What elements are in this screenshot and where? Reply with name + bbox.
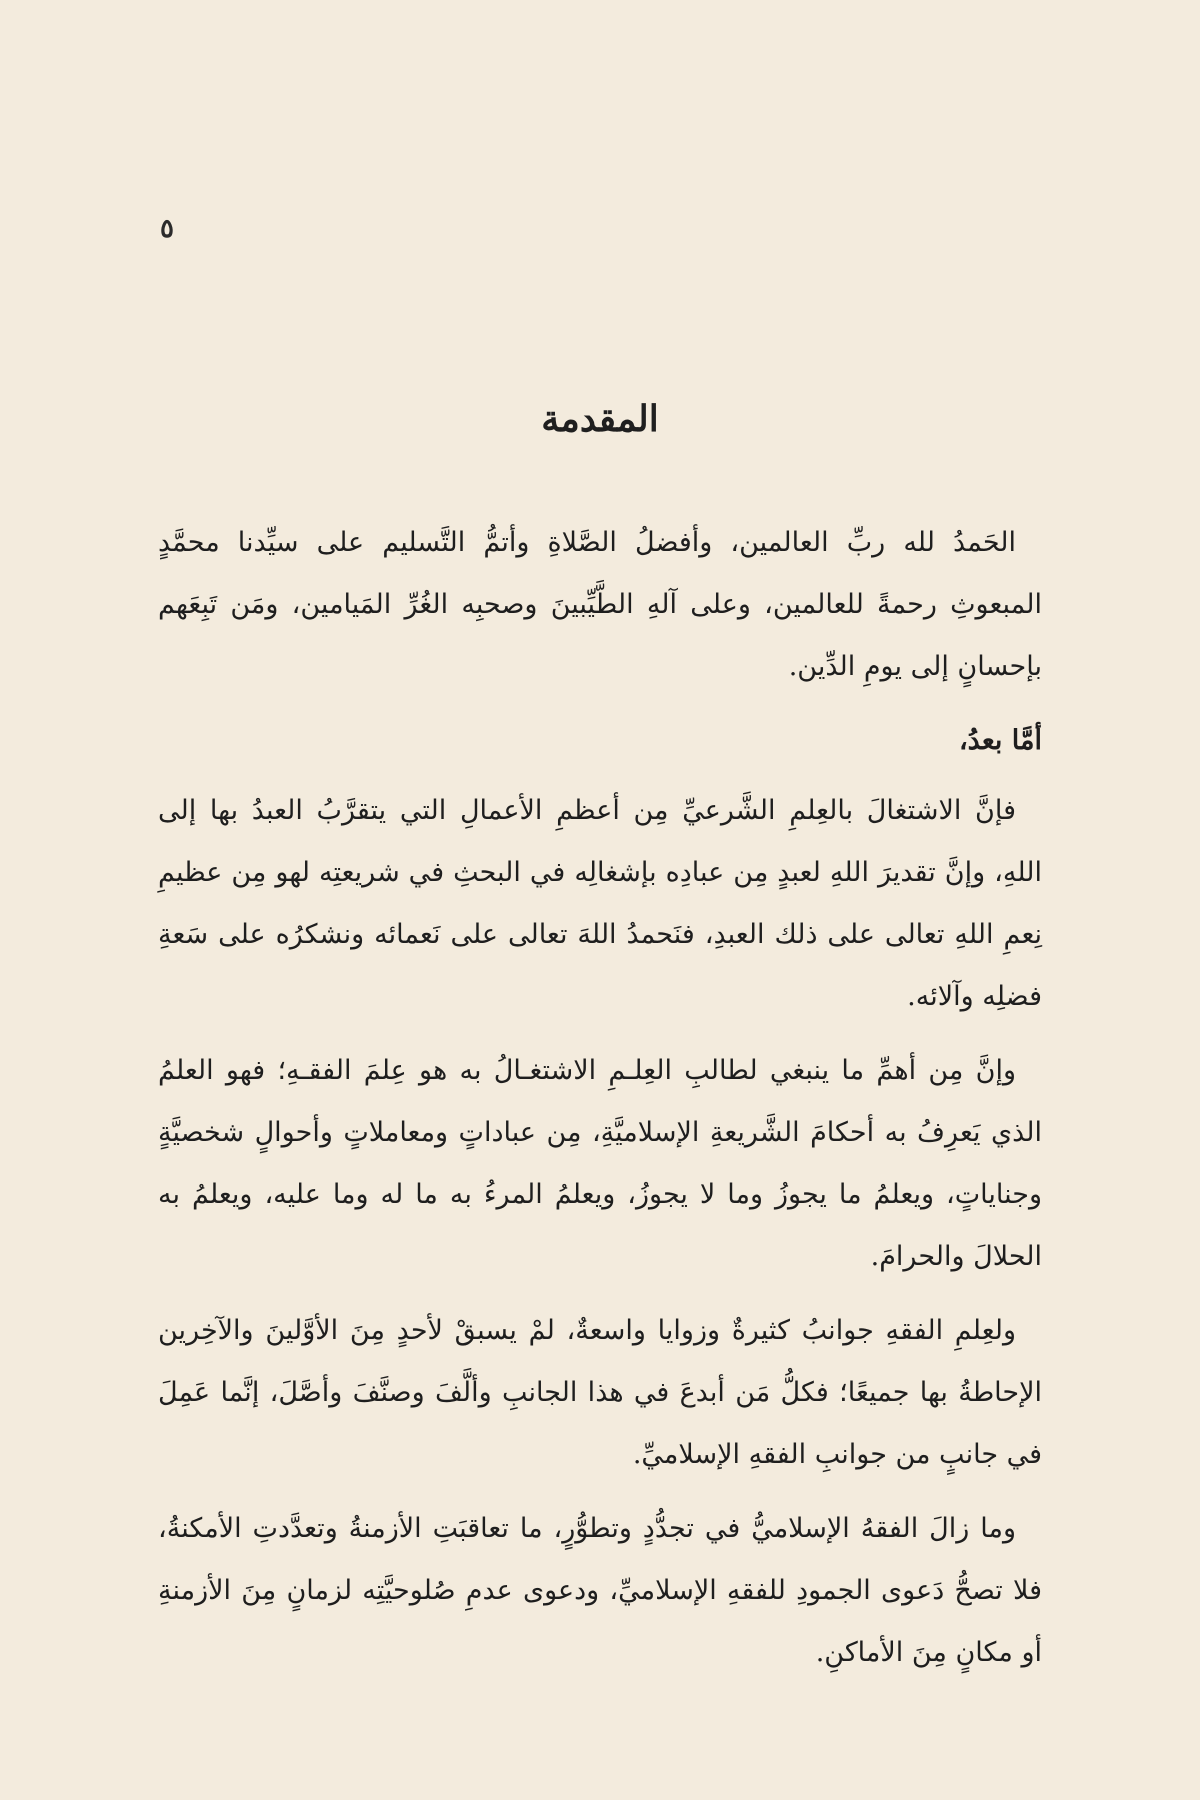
paragraph-fiqh-renewal: وما زالَ الفقهُ الإسلاميُّ في تجدُّدٍ وتطوُّرٍ، ما تعاقبَتِ الأزمنةُ وتعدَّدتِ الأمكنةُ، فلا تصحُّ دَعوى الجمودِ للفقهِ الإسلاميِّ، ودعوى عدمِ صُلوحيَّتِه لزمانٍ مِنَ الأزمنةِ أو مكانٍ مِنَ الأماكنِ. bbox=[158, 1513, 1042, 1668]
paragraph-praise: الحَمدُ لله ربِّ العالمين، وأفضلُ الصَّلاةِ وأتمُّ التَّسليم على سيِّدنا محمَّدٍ المبعوثِ رحمةً للعالمين، وعلى آلهِ الطَّيِّبينَ وصحبِه الغُرِّ المَيامين، ومَن تَبِعَهم بإحسانٍ إلى يومِ الدِّين. bbox=[158, 527, 1042, 682]
paragraph-fiqh-importance: وإنَّ مِن أهمِّ ما ينبغي لطالبِ العِلـمِ الاشتغـالُ به هو عِلمَ الفقـهِ؛ فهو العلمُ الذي يَعرِفُ به أحكامَ الشَّريعةِ الإسلاميَّةِ، مِن عباداتٍ ومعاملاتٍ وأحوالٍ شخصيَّةٍ وجناياتٍ، ويعلمُ ما يجوزُ وما لا يجوزُ، ويعلمُ المرءُ به ما له وما عليه، ويعلمُ به الحلالَ والحرامَ. bbox=[158, 1055, 1042, 1272]
paragraph-sharia-knowledge: فإنَّ الاشتغالَ بالعِلمِ الشَّرعيِّ مِن أعظمِ الأعمالِ التي يتقرَّبُ العبدُ بها إلى اللهِ، وإنَّ تقديرَ اللهِ لعبدٍ مِن عبادِه بإشغالِه في البحثِ في شريعتِه لهو مِن عظيمِ نِعمِ اللهِ تعالى على ذلك العبدِ، فنَحمدُ اللهَ تعالى على نَعمائه ونشكرُه على سَعةِ فضلِه وآلائه. bbox=[158, 795, 1042, 1012]
page-number: ٥ bbox=[160, 214, 174, 244]
paragraph-amma-baad: أمَّا بعدُ، bbox=[958, 725, 1042, 756]
body-text bbox=[158, 512, 1042, 1696]
paragraph-fiqh-aspects: ولعِلمِ الفقهِ جوانبُ كثيرةٌ وزوايا واسعةٌ، لمْ يسبقْ لأحدٍ مِنَ الأوَّلينَ والآخِرين الإحاطةُ بها جميعًا؛ فكلُّ مَن أبدعَ في هذا الجانبِ وألَّفَ وصنَّفَ وأصَّلَ، إنَّما عَمِلَ في جانبٍ من جوانبِ الفقهِ الإسلاميِّ. bbox=[158, 1315, 1042, 1470]
page-title: المقدمة bbox=[541, 398, 659, 440]
